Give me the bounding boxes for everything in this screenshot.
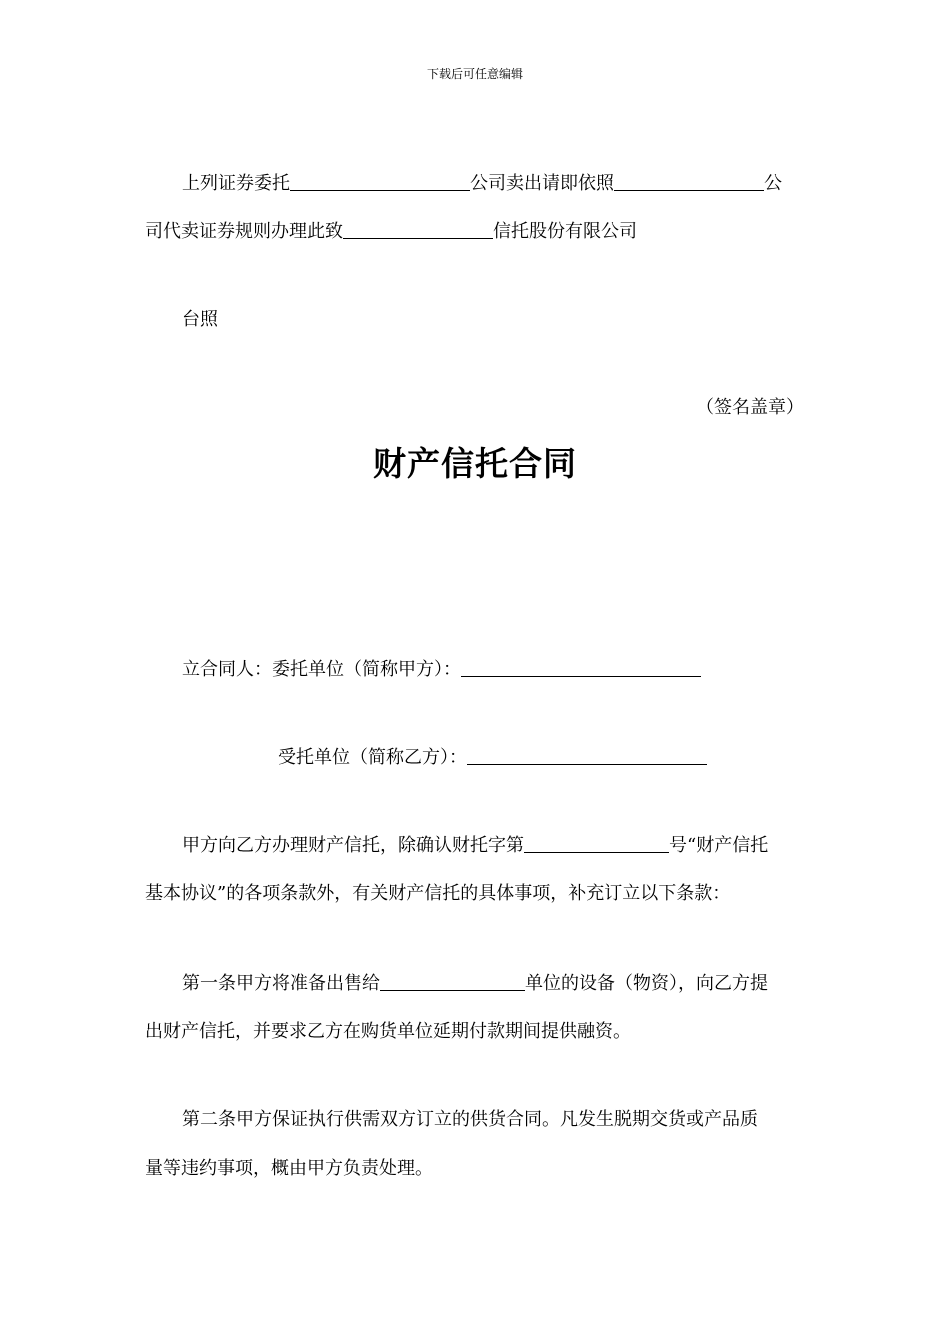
party-a-line xyxy=(182,656,847,683)
blank-field-trust-company[interactable] xyxy=(343,218,493,239)
intro-text: 公 xyxy=(764,173,782,194)
blank-field-company[interactable] xyxy=(290,170,470,191)
intro-text: 司代卖证券规则办理此致 xyxy=(145,221,343,242)
intro-text: 信托股份有限公司 xyxy=(493,221,637,242)
article-1-text: 第一条甲方将准备出售给 xyxy=(182,973,380,994)
article-2-line-2: 量等违约事项，概由甲方负责处理。 xyxy=(145,1158,433,1179)
preamble-text: 号“财产信托 xyxy=(669,835,769,856)
header-note: 下载后可任意编辑 xyxy=(426,67,523,81)
intro-text: 公司卖出请即依照 xyxy=(470,173,614,194)
preamble-line-1 xyxy=(182,832,847,859)
signature-note: （签名盖章） xyxy=(696,397,804,418)
party-b-label: 受托单位（简称乙方）： xyxy=(278,747,467,768)
agreement-number-field[interactable] xyxy=(524,832,669,853)
article-2-line-1: 第二条甲方保证执行供需双方订立的供货合同。凡发生脱期交货或产品质 xyxy=(182,1109,758,1130)
party-a-label: 立合同人：委托单位（简称甲方）： xyxy=(182,659,461,680)
preamble-text: 甲方向乙方办理财产信托，除确认财托字第 xyxy=(182,835,524,856)
blank-field-rules[interactable] xyxy=(614,170,764,191)
party-b-field[interactable] xyxy=(467,744,707,765)
contract-title: 财产信托合同 xyxy=(373,444,577,483)
intro-closing: 台照 xyxy=(182,309,218,330)
buyer-unit-field[interactable] xyxy=(380,970,525,991)
intro-line-2 xyxy=(145,218,810,245)
article-1-text: 单位的设备（物资），向乙方提 xyxy=(525,973,768,994)
party-b-line xyxy=(278,744,943,771)
intro-text: 上列证券委托 xyxy=(182,173,290,194)
article-1-line-2: 出财产信托，并要求乙方在购货单位延期付款期间提供融资。 xyxy=(145,1021,631,1042)
intro-line-1 xyxy=(182,170,847,197)
preamble-line-2: 基本协议”的各项条款外，有关财产信托的具体事项，补充订立以下条款： xyxy=(145,883,731,904)
party-a-field[interactable] xyxy=(461,656,701,677)
article-1-line-1 xyxy=(182,970,847,997)
